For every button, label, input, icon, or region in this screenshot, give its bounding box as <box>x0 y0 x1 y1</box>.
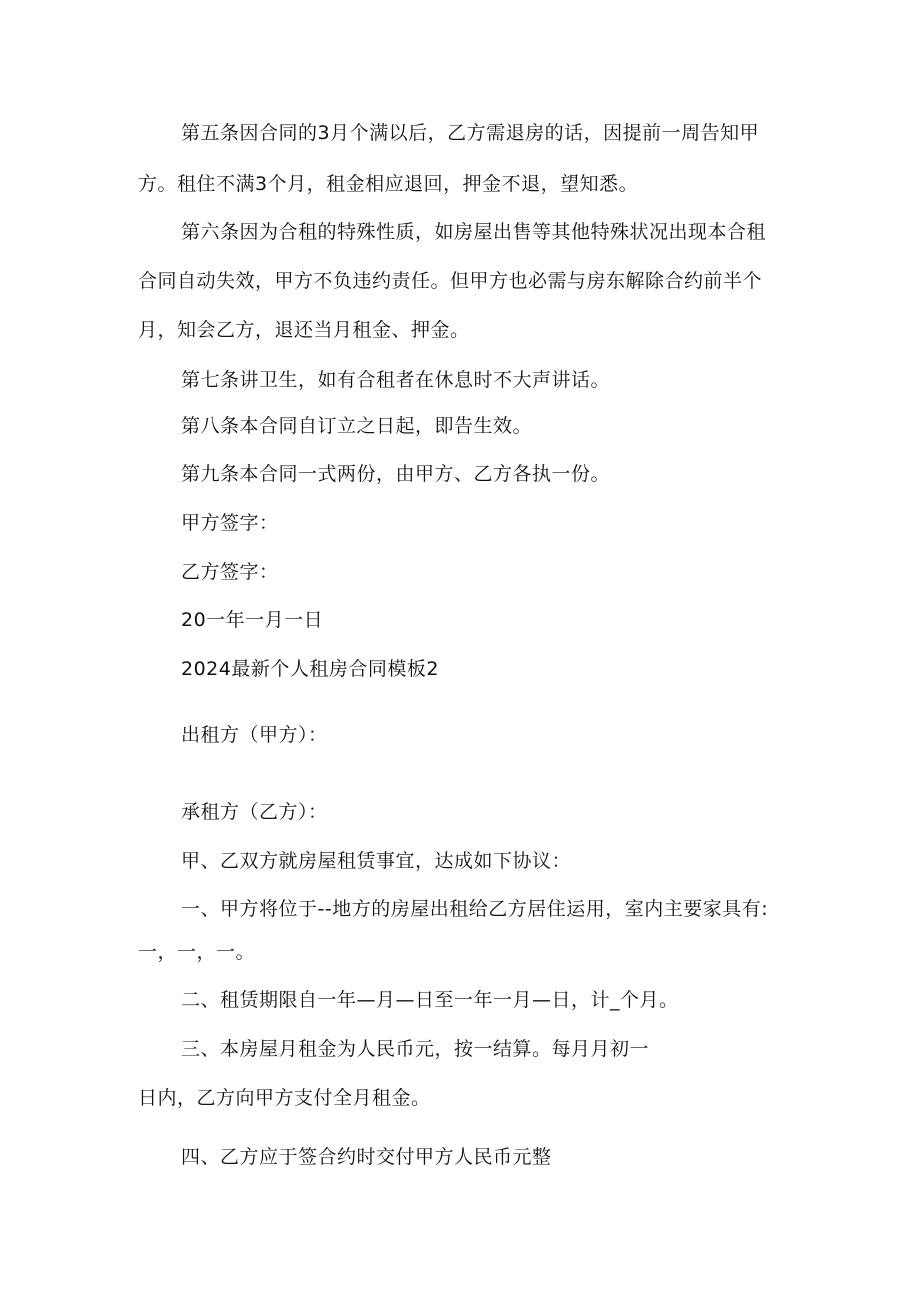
lessor-label: 出租方（甲方）： <box>181 724 328 746</box>
signing-date: 20一年一月一日 <box>181 609 324 631</box>
clause-1-line-2: 一，一，一。 <box>138 941 256 963</box>
paragraph-article-5-line-2: 方。租住不满3个月，租金相应退回，押金不退，望知悉。 <box>138 173 639 195</box>
paragraph-article-7: 第七条讲卫生，如有合租者在休息时不大声讲话。 <box>181 369 611 391</box>
lessee-label: 承租方（乙方）： <box>181 801 328 823</box>
clause-4: 四、乙方应于签合约时交付甲方人民币元整 <box>181 1146 552 1168</box>
paragraph-article-6-line-3: 月，知会乙方，退还当月租金、押金。 <box>138 319 470 341</box>
clause-3-line-1: 三、本房屋月租金为人民币元，按一结算。每月月初一 <box>181 1038 650 1060</box>
clause-3-line-2: 日内，乙方向甲方支付全月租金。 <box>138 1087 431 1109</box>
paragraph-article-9: 第九条本合同一式两份，由甲方、乙方各执一份。 <box>181 463 611 485</box>
party-b-signature-label: 乙方签字： <box>181 561 279 583</box>
party-a-signature-label: 甲方签字： <box>181 512 279 534</box>
paragraph-article-5-line-1: 第五条因合同的3月个满以后，乙方需退房的话，因提前一周告知甲 <box>181 122 760 144</box>
paragraph-article-6-line-2: 合同自动失效，甲方不负违约责任。但甲方也必需与房东解除合约前半个 <box>138 270 763 292</box>
agreement-intro: 甲、乙双方就房屋租赁事宜，达成如下协议： <box>181 850 572 872</box>
paragraph-article-8: 第八条本合同自订立之日起，即告生效。 <box>181 415 533 437</box>
section-heading: 2024最新个人租房合同模板2 <box>181 658 439 680</box>
clause-1-line-1: 一、甲方将位于--地方的房屋出租给乙方居住运用，室内主要家具有: <box>181 898 769 920</box>
clause-2: 二、租赁期限自一年—月—日至一年一月—日，计_个月。 <box>181 989 679 1011</box>
paragraph-article-6-line-1: 第六条因为合租的特殊性质，如房屋出售等其他特殊状况出现本合租 <box>181 221 767 243</box>
